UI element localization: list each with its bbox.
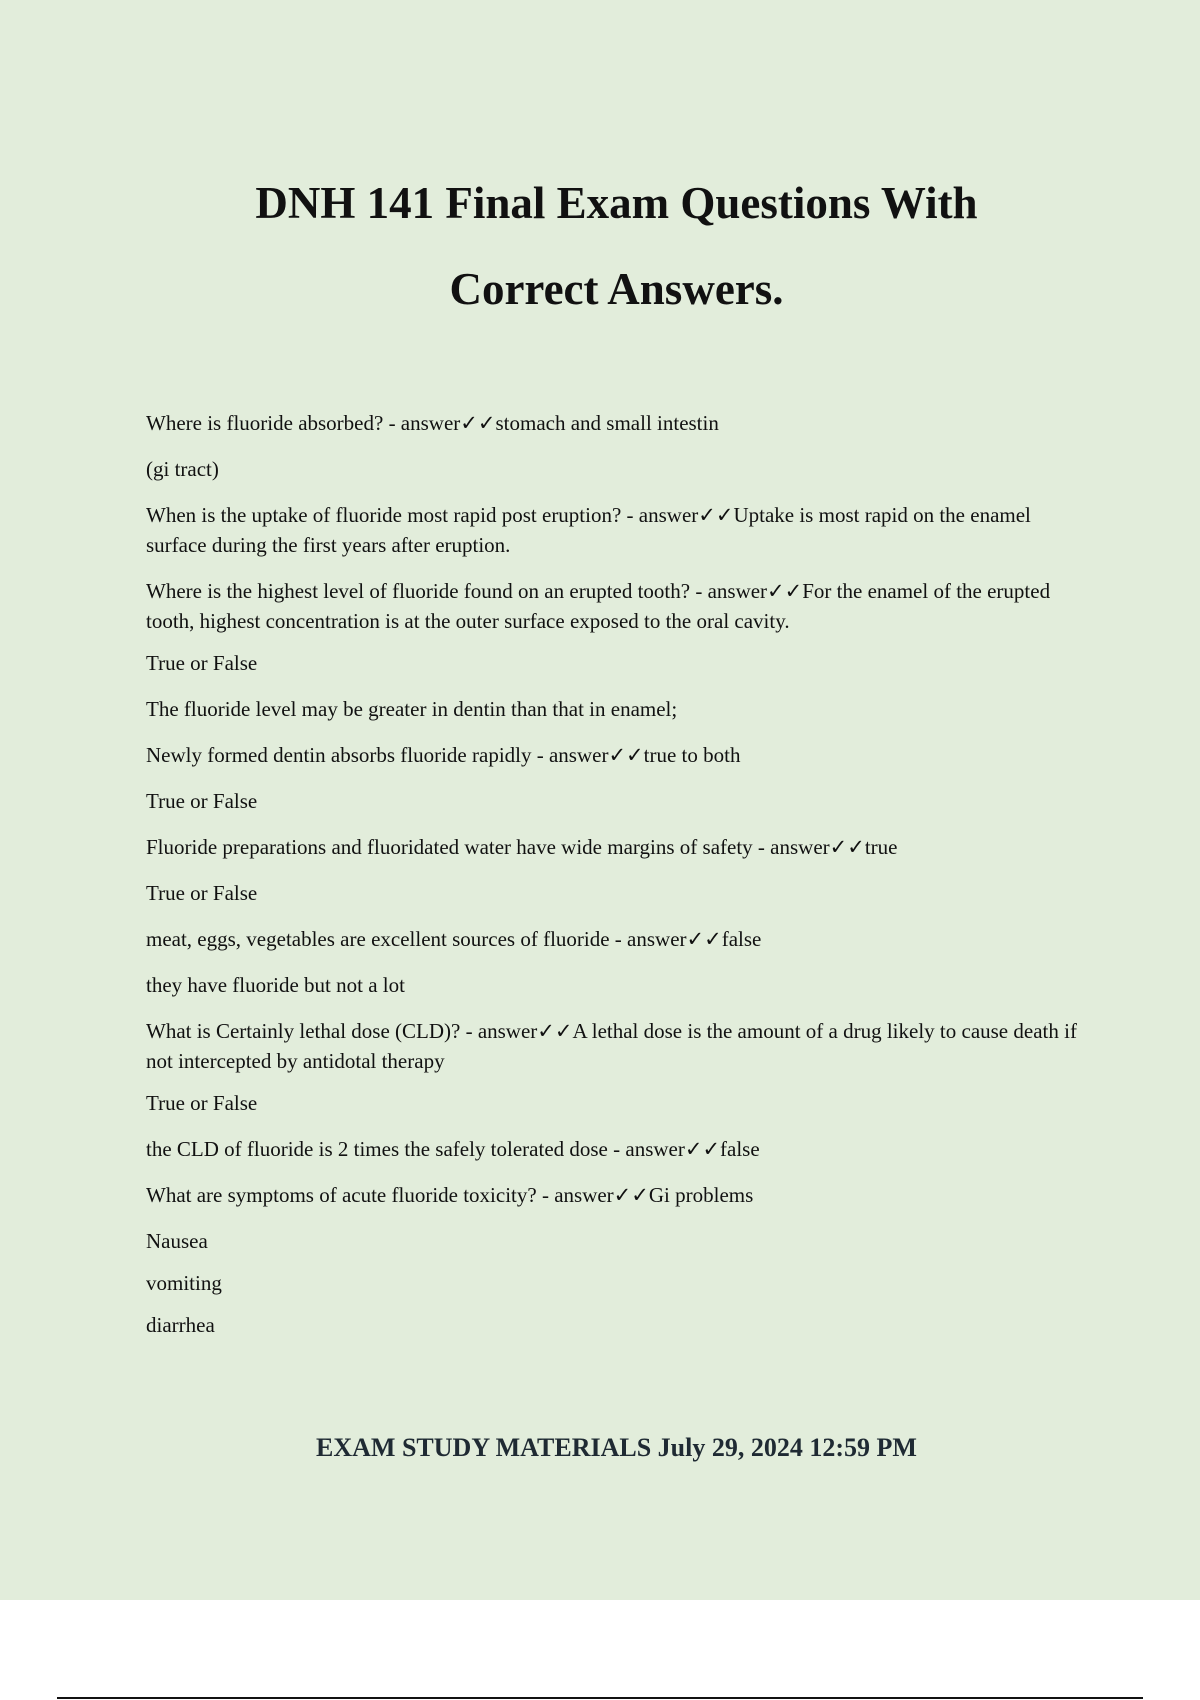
body-paragraph: Newly formed dentin absorbs fluoride rapidly - answer✓✓true to both	[146, 743, 741, 767]
body-paragraph: What are symptoms of acute fluoride toxicity? - answer✓✓Gi problems	[146, 1183, 754, 1207]
body-paragraph: the CLD of fluoride is 2 times the safely tolerated dose - answer✓✓false	[146, 1137, 760, 1161]
document-body	[146, 408, 1096, 1352]
bottom-divider	[57, 1697, 1143, 1699]
body-paragraph: vomiting	[146, 1271, 222, 1295]
body-paragraph: diarrhea	[146, 1313, 215, 1337]
body-paragraph: True or False	[146, 1091, 258, 1115]
footer-watermark-text: EXAM STUDY MATERIALS July 29, 2024 12:59 PM	[316, 1433, 917, 1462]
body-paragraph: Where is fluoride absorbed? - answer✓✓stomach and small intestin	[146, 411, 719, 435]
body-paragraph: they have fluoride but not a lot	[146, 973, 405, 997]
body-paragraph: (gi tract)	[146, 457, 219, 481]
body-paragraph: True or False	[146, 881, 258, 905]
title-line-2: Correct Answers.	[449, 264, 784, 314]
body-paragraph: When is the uptake of fluoride most rapid post eruption? - answer✓✓Uptake is most rapid on the enamel surface during the first years after eruption.	[146, 503, 1031, 557]
body-paragraph: What is Certainly lethal dose (CLD)? - answer✓✓A lethal dose is the amount of a drug likely to cause death if not intercepted by antidotal therapy	[146, 1019, 1077, 1073]
body-paragraph: Where is the highest level of fluoride found on an erupted tooth? - answer✓✓For the enamel of the erupted tooth, highest concentration is at the outer surface exposed to the oral cavity.	[146, 579, 1051, 633]
body-paragraph: The fluoride level may be greater in dentin than that in enamel;	[146, 697, 678, 721]
body-paragraph: meat, eggs, vegetables are excellent sources of fluoride - answer✓✓false	[146, 927, 762, 951]
body-paragraph: Fluoride preparations and fluoridated water have wide margins of safety - answer✓✓true	[146, 835, 898, 859]
document-title	[100, 160, 1133, 332]
title-line-1: DNH 141 Final Exam Questions With	[255, 178, 978, 228]
body-paragraph: Nausea	[146, 1229, 208, 1253]
body-paragraph: True or False	[146, 651, 258, 675]
body-paragraph: True or False	[146, 789, 258, 813]
